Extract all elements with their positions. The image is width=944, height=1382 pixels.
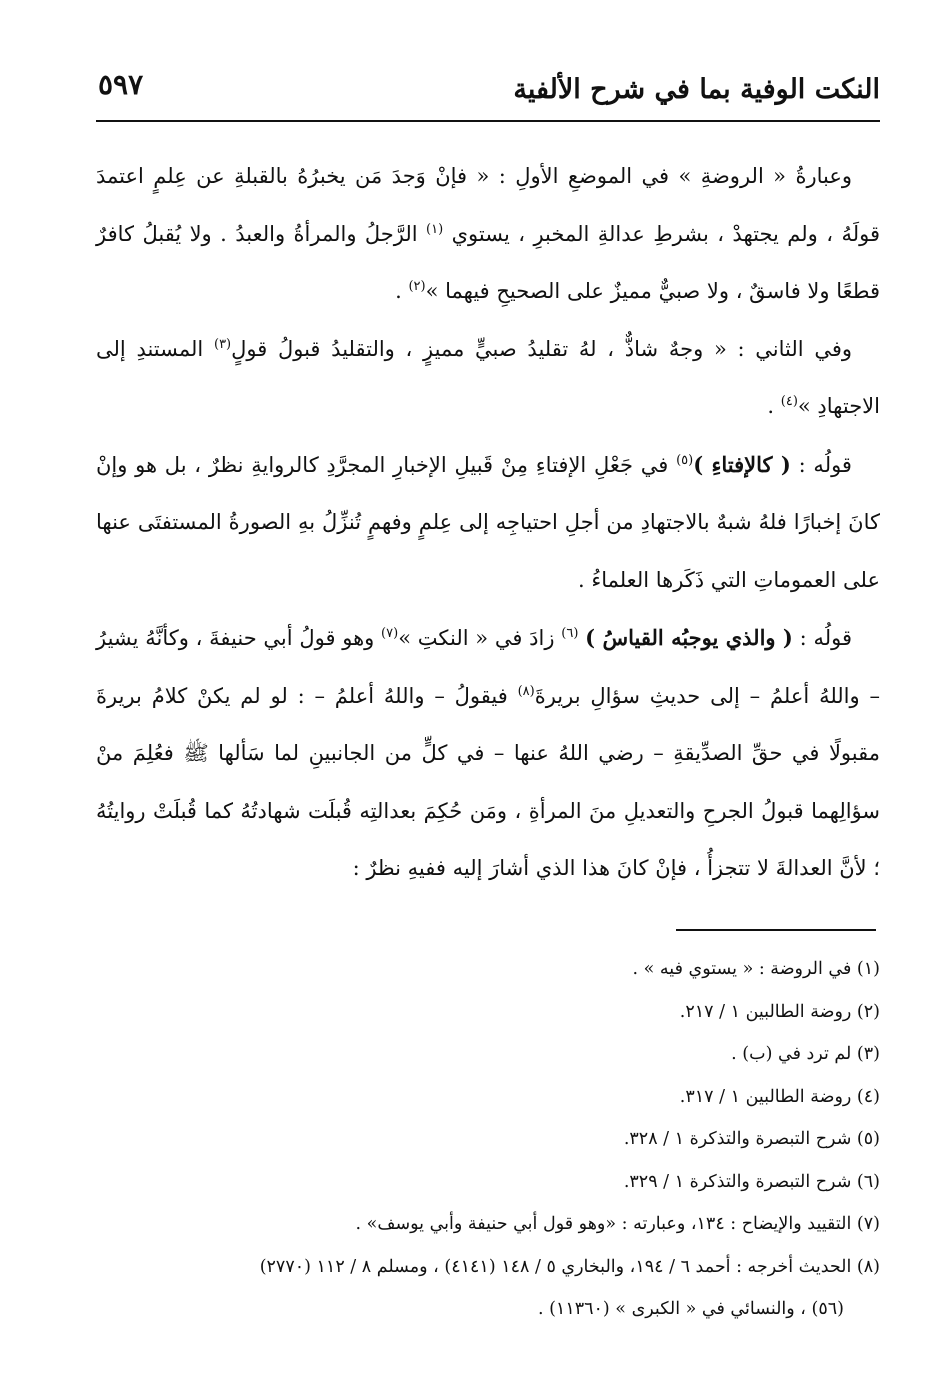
footnote-ref-5[interactable]: (٥) — [676, 452, 694, 468]
footnote-ref-7[interactable]: (٧) — [381, 626, 399, 641]
footnote-3: (٣) لم ترد في (ب) . — [731, 1044, 880, 1064]
paragraph-4-text-a: زادَ في « النكتِ » — [398, 626, 555, 650]
footnotes — [96, 948, 880, 1331]
footnote-8: (٨) الحديث أخرجه : أحمد ٦ / ١٩٤، والبخاري ٥ / ١٤٨ (٤١٤١) ، ومسلم ٨ / ١١٢ (٢٧٧٠) — [259, 1256, 880, 1277]
page-number: ٥٩٧ — [98, 68, 144, 101]
footnote-separator — [676, 929, 876, 931]
footnote-7: (٧) التقييد والإيضاح : ١٣٤، وعبارته : «وهو قول أبي حنيفة وأبي يوسف» . — [355, 1214, 880, 1234]
footnote-6: (٦) شرح التبصرة والتذكرة ١ / ٣٢٩. — [623, 1171, 880, 1192]
paragraph-1 — [96, 148, 880, 321]
paragraph-3-text: في جَعْلِ الإفتاءِ مِنْ قَبيلِ الإخبارِ المجرَّدِ كالروايةِ نظرٌ ، بل هو وإنْ كانَ إخبارًا فلهُ شبهٌ بالاجتهادِ من أجلِ احتياجِه إلى عِلمٍ وفهمٍ تُنزِّلُ بهِ الصورةُ المستفتَى عنها على العموماتِ التي ذَكَرها العلماءُ . — [96, 452, 880, 592]
running-header — [96, 60, 880, 122]
footnote-ref-1[interactable]: (١) — [426, 221, 444, 237]
paragraph-2-text-b: المستندِ إلى الاجتهادِ » — [96, 336, 880, 418]
main-text — [96, 148, 880, 898]
footnote-8-continued: (٥٦) ، والنسائي في « الكبرى » (١١٣٦٠) . — [537, 1299, 844, 1319]
paragraph-2-text-a: وفي الثاني : « وجهٌ شاذٌّ ، لهُ تقليدُ صبيٍّ مميزٍ ، والتقليدُ قبولُ قولٍ — [231, 336, 852, 361]
footnote-4: (٤) روضة الطالبين ١ / ٣١٧. — [679, 1086, 880, 1107]
paragraph-1-text-c: . — [395, 279, 402, 303]
paragraph-4-lead: قولُه : — [799, 626, 852, 650]
quoted-phrase-2: ( والذي يوجبُه القياسُ ) — [585, 625, 793, 650]
footnote-ref-6[interactable]: (٦) — [561, 626, 579, 641]
footnote-ref-8[interactable]: (٨) — [517, 683, 535, 699]
paragraph-4-text-b: وهو قولُ أبي حنيفةَ ، وكأنَّهُ يشيرُ – واللهُ أعلمُ – إلى حديثِ سؤالِ بريرةَ — [96, 626, 880, 708]
footnote-ref-3[interactable]: (٣) — [213, 336, 232, 352]
quoted-phrase-1: ( كالإفتاءِ ) — [693, 451, 791, 477]
paragraph-3 — [96, 436, 880, 610]
paragraph-1-text-b: الرَّجلُ والمرأةُ والعبدُ . ولا يُقبلُ كافرٌ قطعًا ولا فاسقٌ ، ولا صبيٌّ مميزٌ على الصحيحِ فيهما » — [96, 221, 880, 303]
paragraph-2 — [96, 321, 880, 436]
footnote-5: (٥) شرح التبصرة والتذكرة ١ / ٣٢٨. — [623, 1129, 880, 1149]
paragraph-4-text-c: فيقولُ – واللهُ أعلمُ – : لو لم يكنْ كلامُ بريرةَ مقبولًا في حقِّ الصدِّيقةِ – رضي اللهُ عنها – في كلٍّ من الجانبينِ لما سَألها ﷺ فعُلِمَ منْ سؤالِهما قبولُ الجرحِ والتعديلِ منَ المرأةِ ، ومَن حُكِمَ بعدالتِه قُبلَت شهادتُهُ كما قُبلَتْ روايتُهُ ؛ لأنَّ العدالةَ لا تتجزأُ ، فإنْ كانَ هذا الذي أشارَ إليه ففيهِ نظرٌ : — [96, 683, 880, 880]
paragraph-1-text-a: وعبارةُ « الروضةِ » في الموضعِ الأولِ : « فإنْ وَجدَ مَن يخبرُهُ بالقبلةِ عن عِلمٍ اعتمدَ قولَهُ ، ولم يجتهدْ ، بشرطِ عدالةِ المخبرِ ، يستوي — [96, 164, 880, 246]
book-title: النكت الوفية بما في شرح الألفية — [513, 74, 880, 105]
footnote-ref-2[interactable]: (٢) — [408, 279, 426, 294]
paragraph-3-lead: قولُه : — [798, 452, 852, 477]
paragraph-2-text-c: . — [767, 394, 775, 418]
paragraph-4 — [96, 609, 880, 898]
footnote-ref-4[interactable]: (٤) — [780, 394, 798, 409]
footnote-2: (٢) روضة الطالبين ١ / ٢١٧. — [679, 1001, 880, 1022]
footnote-1: (١) في الروضة : « يستوي فيه » . — [632, 959, 880, 979]
